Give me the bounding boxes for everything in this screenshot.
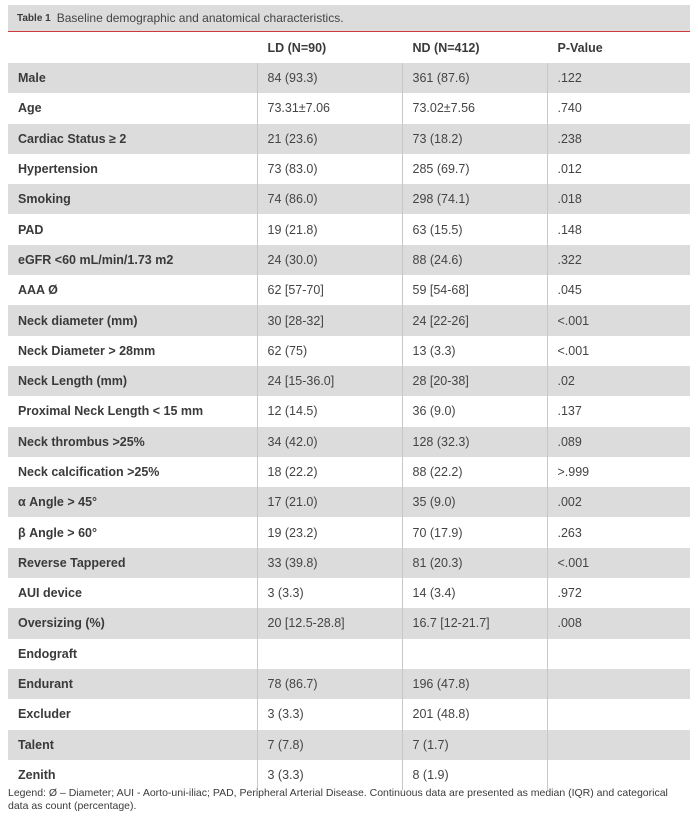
p-value — [547, 669, 690, 699]
table-row — [8, 336, 690, 366]
p-value: .122 — [547, 63, 690, 93]
ld-value: 18 (22.2) — [257, 457, 402, 487]
row-label: Smoking — [8, 184, 257, 214]
table-legend: Legend: Ø – Diameter; AUI - Aorto-uni-iliac; PAD, Peripheral Arterial Disease. Continuous data are presented as median (IQR) and categorical data as count (percentage). — [8, 787, 668, 812]
p-value — [547, 699, 690, 729]
p-value: <.001 — [547, 336, 690, 366]
row-label: PAD — [8, 214, 257, 244]
row-label: Neck Diameter > 28mm — [8, 336, 257, 366]
p-value: .018 — [547, 184, 690, 214]
header-cell-nd: ND (N=412) — [402, 32, 547, 63]
nd-value: 196 (47.8) — [402, 669, 547, 699]
table-row — [8, 154, 690, 184]
p-value: .012 — [547, 154, 690, 184]
ld-value: 12 (14.5) — [257, 396, 402, 426]
nd-value: 73 (18.2) — [402, 124, 547, 154]
row-label: Zenith — [8, 760, 257, 790]
p-value: .002 — [547, 487, 690, 517]
ld-value: 24 (30.0) — [257, 245, 402, 275]
table-row — [8, 669, 690, 699]
nd-value: 24 [22-26] — [402, 305, 547, 335]
nd-value: 285 (69.7) — [402, 154, 547, 184]
header-cell-ld: LD (N=90) — [257, 32, 402, 63]
row-label: AUI device — [8, 578, 257, 608]
ld-value: 62 (75) — [257, 336, 402, 366]
nd-value: 73.02±7.56 — [402, 93, 547, 123]
nd-value: 59 [54-68] — [402, 275, 547, 305]
table-row — [8, 730, 690, 760]
row-label: eGFR <60 mL/min/1.73 m2 — [8, 245, 257, 275]
nd-value: 7 (1.7) — [402, 730, 547, 760]
table-row — [8, 366, 690, 396]
p-value — [547, 730, 690, 760]
table-row — [8, 245, 690, 275]
nd-value: 28 [20-38] — [402, 366, 547, 396]
nd-value: 36 (9.0) — [402, 396, 547, 426]
table-caption — [8, 5, 690, 32]
nd-value: 16.7 [12-21.7] — [402, 608, 547, 638]
table-row — [8, 63, 690, 93]
table-header-row — [8, 32, 690, 63]
row-label: Neck calcification >25% — [8, 457, 257, 487]
ld-value: 62 [57-70] — [257, 275, 402, 305]
ld-value: 33 (39.8) — [257, 548, 402, 578]
p-value — [547, 760, 690, 790]
p-value: .008 — [547, 608, 690, 638]
table-row — [8, 699, 690, 729]
table-row — [8, 639, 690, 669]
p-value: .740 — [547, 93, 690, 123]
ld-value: 73.31±7.06 — [257, 93, 402, 123]
ld-value: 3 (3.3) — [257, 760, 402, 790]
table-row — [8, 487, 690, 517]
nd-value: 201 (48.8) — [402, 699, 547, 729]
ld-value: 3 (3.3) — [257, 699, 402, 729]
row-label: Neck thrombus >25% — [8, 427, 257, 457]
nd-value: 361 (87.6) — [402, 63, 547, 93]
row-label: Excluder — [8, 699, 257, 729]
p-value: .137 — [547, 396, 690, 426]
nd-value: 298 (74.1) — [402, 184, 547, 214]
nd-value: 128 (32.3) — [402, 427, 547, 457]
ld-value: 7 (7.8) — [257, 730, 402, 760]
row-label: Talent — [8, 730, 257, 760]
p-value: .089 — [547, 427, 690, 457]
nd-value: 8 (1.9) — [402, 760, 547, 790]
table-row — [8, 305, 690, 335]
table-row — [8, 214, 690, 244]
table-row — [8, 93, 690, 123]
nd-value — [402, 639, 547, 669]
table-row — [8, 517, 690, 547]
nd-value: 14 (3.4) — [402, 578, 547, 608]
p-value: .238 — [547, 124, 690, 154]
table-row — [8, 396, 690, 426]
p-value: .972 — [547, 578, 690, 608]
ld-value: 24 [15-36.0] — [257, 366, 402, 396]
row-label: Reverse Tappered — [8, 548, 257, 578]
table-row — [8, 275, 690, 305]
nd-value: 70 (17.9) — [402, 517, 547, 547]
nd-value: 13 (3.3) — [402, 336, 547, 366]
row-label: Neck Length (mm) — [8, 366, 257, 396]
ld-value — [257, 639, 402, 669]
table-row — [8, 457, 690, 487]
nd-value: 35 (9.0) — [402, 487, 547, 517]
ld-value: 17 (21.0) — [257, 487, 402, 517]
p-value: <.001 — [547, 305, 690, 335]
table-row — [8, 427, 690, 457]
ld-value: 19 (23.2) — [257, 517, 402, 547]
nd-value: 88 (22.2) — [402, 457, 547, 487]
table-caption-label: Table 1 — [17, 12, 51, 24]
p-value: .045 — [547, 275, 690, 305]
table-row — [8, 124, 690, 154]
table-row — [8, 548, 690, 578]
p-value: .322 — [547, 245, 690, 275]
ld-value: 21 (23.6) — [257, 124, 402, 154]
nd-value: 63 (15.5) — [402, 214, 547, 244]
ld-value: 34 (42.0) — [257, 427, 402, 457]
row-label: Proximal Neck Length < 15 mm — [8, 396, 257, 426]
table-row — [8, 608, 690, 638]
row-label: AAA Ø — [8, 275, 257, 305]
ld-value: 20 [12.5-28.8] — [257, 608, 402, 638]
baseline-characteristics-table — [8, 32, 690, 790]
p-value: >.999 — [547, 457, 690, 487]
ld-value: 3 (3.3) — [257, 578, 402, 608]
row-label: Cardiac Status ≥ 2 — [8, 124, 257, 154]
p-value — [547, 639, 690, 669]
ld-value: 30 [28-32] — [257, 305, 402, 335]
p-value: .263 — [547, 517, 690, 547]
p-value: <.001 — [547, 548, 690, 578]
row-label: Endurant — [8, 669, 257, 699]
table-row — [8, 578, 690, 608]
row-label: Male — [8, 63, 257, 93]
row-label: β Angle > 60° — [8, 517, 257, 547]
header-cell-variable — [8, 32, 257, 63]
table-caption-text: Baseline demographic and anatomical characteristics. — [56, 11, 344, 25]
nd-value: 88 (24.6) — [402, 245, 547, 275]
p-value: .148 — [547, 214, 690, 244]
ld-value: 74 (86.0) — [257, 184, 402, 214]
nd-value: 81 (20.3) — [402, 548, 547, 578]
ld-value: 84 (93.3) — [257, 63, 402, 93]
table-row — [8, 184, 690, 214]
ld-value: 78 (86.7) — [257, 669, 402, 699]
header-cell-p-value: P-Value — [547, 32, 690, 63]
ld-value: 19 (21.8) — [257, 214, 402, 244]
row-label: Neck diameter (mm) — [8, 305, 257, 335]
table-body — [8, 63, 690, 790]
table-row — [8, 760, 690, 790]
row-label: Hypertension — [8, 154, 257, 184]
row-label: Age — [8, 93, 257, 123]
p-value: .02 — [547, 366, 690, 396]
ld-value: 73 (83.0) — [257, 154, 402, 184]
row-label: Endograft — [8, 639, 257, 669]
row-label: Oversizing (%) — [8, 608, 257, 638]
row-label: α Angle > 45° — [8, 487, 257, 517]
